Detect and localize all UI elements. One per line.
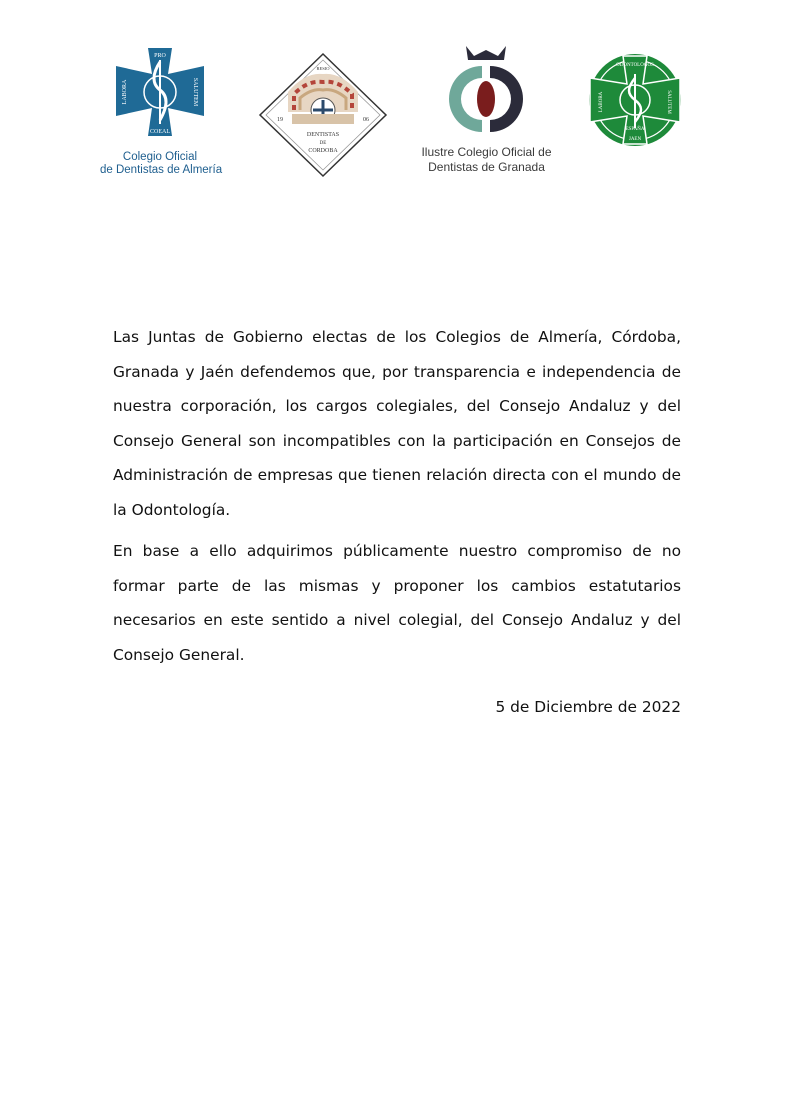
- cross-emblem-icon: [112, 44, 208, 140]
- cordoba-seal-icon: [258, 52, 388, 178]
- logo-caption-almeria: [100, 151, 223, 177]
- seal-text-odontologos: ODONTOLOGOS: [616, 63, 654, 68]
- statement-paragraph-1: Las Juntas de Gobierno electas de los Colegios de Almería, Córdoba, Granada y Jaén defendemos que, por transparencia e independencia de nuestra corporación, los cargos colegiales, del Consejo Andaluz y del Consejo General son incompatibles con la participación en Consejos de Administración de empresas que tienen relación directa con el mundo de la Odontología.: [113, 328, 681, 519]
- cross-text-labora: LABORA: [122, 79, 128, 105]
- caption-line-2: Dentistas de Granada: [428, 160, 545, 174]
- cross-text-salutem: SALUTEM: [192, 77, 198, 107]
- seal-text-jaen: JAEN: [628, 137, 642, 142]
- caption-line-2: de Dentistas de Almería: [100, 164, 223, 176]
- seal-text-de: DE: [319, 141, 327, 146]
- seal-text-salutem: SALUTEM: [666, 90, 671, 114]
- logo-colegio-cordoba: [258, 52, 388, 178]
- granada-emblem-icon: [444, 44, 529, 136]
- statement-date: 5 de Diciembre de 2022: [495, 698, 681, 716]
- statement-paragraph-2: En base a ello adquirimos públicamente nuestro compromiso de no formar parte de las mismas y proponer los cambios estatutarios necesarios en este sentido a nivel colegial, del Consejo Andaluz y del Consejo General.: [113, 542, 681, 664]
- seal-text-cordoba: CORDOBA: [308, 148, 338, 154]
- seal-year-right: 06: [363, 117, 369, 123]
- jaen-seal-icon: [580, 48, 690, 152]
- statement-body: [113, 320, 681, 679]
- logo-colegio-almeria: [100, 44, 223, 179]
- cross-text-coeal: COEAL: [150, 129, 170, 135]
- logo-caption-granada: [414, 145, 559, 175]
- caption-line-1: Ilustre Colegio Oficial de: [421, 145, 552, 159]
- seal-text-dentistas: DENTISTAS: [306, 132, 340, 138]
- seal-text-labora: LABORA: [599, 91, 604, 113]
- logo-colegio-granada: [414, 44, 559, 179]
- logo-colegio-jaen: [580, 48, 690, 152]
- seal-text-top: RESIO: [316, 66, 330, 71]
- cross-text-pro: PRO: [154, 53, 166, 59]
- caption-line-1: Colegio Oficial: [122, 151, 198, 163]
- seal-year-left: 19: [277, 117, 283, 123]
- seal-text-espana: ESPAÑA: [625, 127, 645, 132]
